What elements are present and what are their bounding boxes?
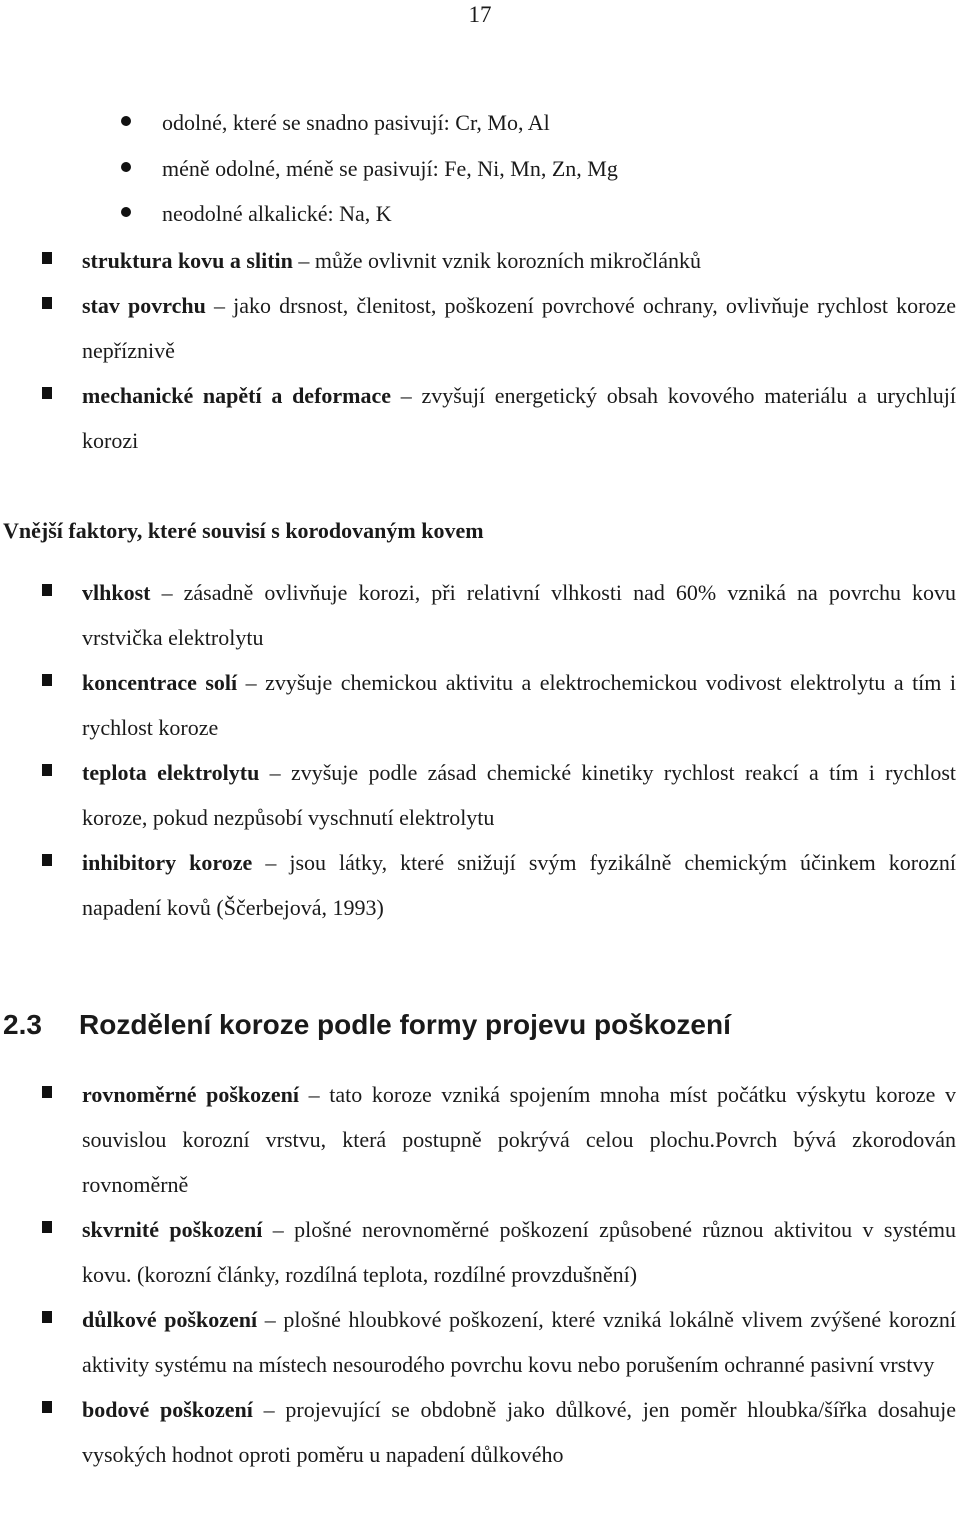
damage-types-list <box>0 1072 960 1477</box>
dash: – <box>264 1307 276 1332</box>
term: inhibitory koroze <box>82 850 253 875</box>
square-bullet-icon <box>42 252 52 264</box>
bullet-icon <box>121 207 131 217</box>
list-item <box>0 660 960 750</box>
term: stav povrchu <box>82 293 206 318</box>
dash: – <box>214 293 225 318</box>
list-item <box>0 1207 960 1297</box>
term: skvrnité poškození <box>82 1217 263 1242</box>
external-factors-heading: Vnější faktory, které souvisí s korodovaným kovem <box>3 518 484 543</box>
definition: plošné hloubkové poškození, které vzniká lokálně vlivem zvýšené korozní aktivity systému na místech nesourodého povrchu kovu nebo porušením ochranné pasivní vrstvy <box>82 1307 957 1377</box>
definition: plošné nerovnoměrné poškození způsobené různou aktivitou v systému kovu. (korozní články, rozdílná teplota, rozdílné provzdušnění) <box>82 1217 957 1287</box>
term: vlhkost <box>82 580 151 605</box>
list-item <box>0 238 960 283</box>
list-item <box>0 1072 960 1207</box>
list-item <box>0 101 960 147</box>
term: struktura kovu a slitin <box>82 248 293 273</box>
dash: – <box>265 850 277 875</box>
definition: zvyšuje podle zásad chemické kinetiky rychlost reakcí a tím i rychlost koroze, pokud nezpůsobí vyschnutí elektrolytu <box>82 760 957 830</box>
list-item <box>0 840 960 930</box>
list-item <box>0 1387 960 1477</box>
term: mechanické napětí a deformace <box>82 383 392 408</box>
definition: zásadně ovlivňuje korozi, při relativní vlhkosti nad 60% vzniká na povrchu kovu vrstvička elektrolytu <box>82 580 957 650</box>
list-item-text: odolné, které se snadno pasivují: Cr, Mo, Al <box>162 110 550 135</box>
dash: – <box>161 580 173 605</box>
square-bullet-icon <box>42 1311 52 1323</box>
definition: jsou látky, které snižují svým fyzikálně chemickým účinkem korozní napadení kovů (Ščerbejová, 1993) <box>82 850 957 920</box>
square-bullet-icon <box>42 297 52 309</box>
square-bullet-icon <box>42 584 52 596</box>
list-item <box>0 373 960 463</box>
list-item <box>0 1297 960 1387</box>
square-bullet-icon <box>42 387 52 399</box>
dash: – <box>298 248 310 273</box>
term: teplota elektrolytu <box>82 760 260 785</box>
square-bullet-icon <box>42 764 52 776</box>
list-item <box>0 147 960 193</box>
square-bullet-icon <box>42 1401 52 1413</box>
dash: – <box>245 670 257 695</box>
list-item-text: neodolné alkalické: Na, K <box>162 201 392 226</box>
definition: tato koroze vzniká spojením mnoha míst počátku výskytu koroze v souvislou korozní vrstvu, která postupně pokrývá celou plochu.Povrch bývá zkorodován rovnoměrně <box>82 1082 957 1197</box>
metal-groups-list <box>0 101 960 238</box>
definition: zvyšuje chemickou aktivitu a elektrochemickou vodivost elektrolytu a tím i rychlost koroze <box>82 670 956 740</box>
bullet-icon <box>121 162 131 172</box>
definition: projevující se obdobně jako důlkové, jen poměr hloubka/šířka dosahuje vysokých hodnot oproti poměru u napadení důlkového <box>82 1397 957 1467</box>
section-title: Rozdělení koroze podle formy projevu poškození <box>79 1009 731 1040</box>
list-item <box>0 283 960 373</box>
dash: – <box>263 1397 275 1422</box>
definition: jako drsnost, členitost, poškození povrchové ochrany, ovlivňuje rychlost koroze nepříznivě <box>82 293 956 363</box>
external-factors-list <box>0 570 960 930</box>
dash: – <box>400 383 412 408</box>
dash: – <box>308 1082 320 1107</box>
list-item <box>0 750 960 840</box>
list-item <box>0 570 960 660</box>
square-bullet-icon <box>42 854 52 866</box>
dash: – <box>269 760 281 785</box>
term: rovnoměrné poškození <box>82 1082 299 1107</box>
bullet-icon <box>121 116 131 126</box>
internal-factors-list <box>0 238 960 463</box>
square-bullet-icon <box>42 1086 52 1098</box>
square-bullet-icon <box>42 674 52 686</box>
term: důlkové poškození <box>82 1307 258 1332</box>
list-item-text: méně odolné, méně se pasivují: Fe, Ni, Mn, Zn, Mg <box>162 155 618 181</box>
page-number: 17 <box>468 2 492 27</box>
term: bodové poškození <box>82 1397 253 1422</box>
dash: – <box>272 1217 284 1242</box>
square-bullet-icon <box>42 1221 52 1233</box>
list-item <box>0 192 960 238</box>
section-number: 2.3 <box>3 1009 42 1040</box>
term: koncentrace solí <box>82 670 238 695</box>
definition: zvyšují energetický obsah kovového materiálu a urychlují korozi <box>82 383 957 453</box>
definition: může ovlivnit vznik korozních mikročlánků <box>314 248 702 273</box>
section-heading <box>3 1005 731 1045</box>
